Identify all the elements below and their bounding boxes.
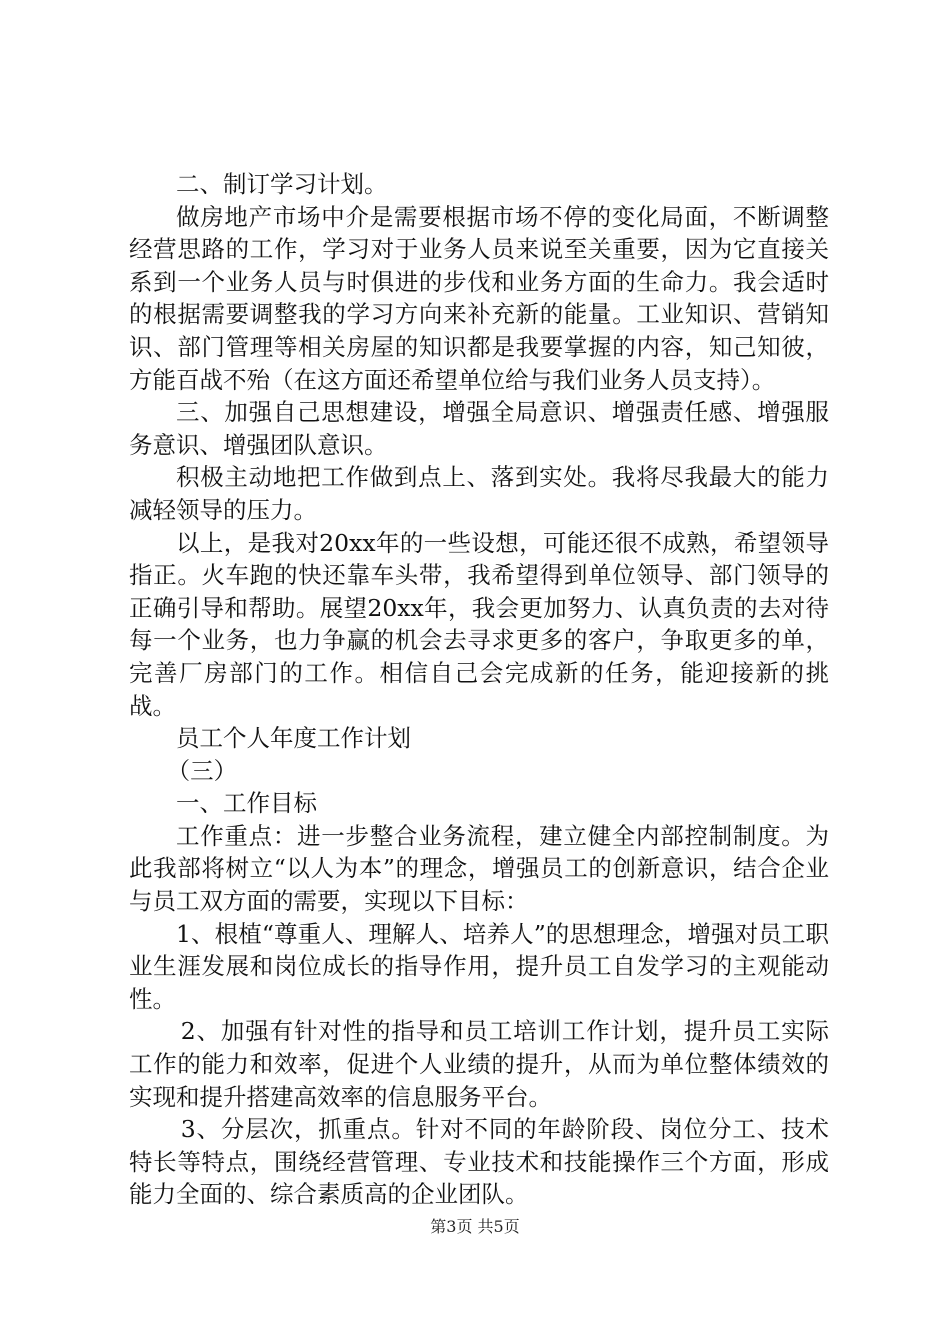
paragraph: 二、制订学习计划。 [176,170,388,198]
page-number-footer: 第3页 共5页 [430,1217,520,1236]
paragraph: 以上，是我对20xx年的一些设想，可能还很不成熟，希望领导指正。火车跑的快还靠车头带，我希望得到单位领导、部门领导的正确引导和帮助。展望20xx年，我会更加努力、认真负责的去对待每一个业务，也力争赢的机会去寻求更多的客户，争取更多的单，完善厂房部门的工作。相信自己会完成新的任务，能迎接新的挑战。 [129,528,829,720]
paragraph: 三、加强自己思想建设，增强全局意识、增强责任感、增强服务意识、增强团队意识。 [129,398,829,459]
paragraph: 积极主动地把工作做到点上、落到实处。我将尽我最大的能力减轻领导的压力。 [129,463,829,524]
document-body [129,168,829,1211]
paragraph: 做房地产市场中介是需要根据市场不停的变化局面，不断调整经营思路的工作，学习对于业务人员来说至关重要，因为它直接关系到一个业务人员与时俱进的步伐和业务方面的生命力。我会适时的根据需要调整我的学习方向来补充新的能量。工业知识、营销知识、部门管理等相关房屋的知识都是我要掌握的内容，知己知彼，方能百战不殆（在这方面还希望单位给与我们业务人员支持）。 [129,202,829,394]
paragraph: 员工个人年度工作计划 [176,724,411,753]
paragraph: （三） [166,756,238,785]
paragraph: 3、分层次，抓重点。针对不同的年龄阶段、岗位分工、技术特长等特点，围绕经营管理、专业技术和技能操作三个方面，形成能力全面的、综合素质高的企业团队。 [129,1115,829,1209]
paragraph: 工作重点：进一步整合业务流程，建立健全内部控制制度。为此我部将树立“以人为本”的理念，增强员工的创新意识，结合企业与员工双方面的需要，实现以下目标： [129,821,829,916]
paragraph: 2、加强有针对性的指导和员工培训工作计划，提升员工实际工作的能力和效率，促进个人业绩的提升，从而为单位整体绩效的实现和提升搭建高效率的信息服务平台。 [129,1017,829,1111]
paragraph: 1、根植“尊重人、理解人、培养人”的思想理念，增强对员工职业生涯发展和岗位成长的指导作用，提升员工自发学习的主观能动性。 [129,919,829,1013]
paragraph: 一、工作目标 [176,789,317,818]
